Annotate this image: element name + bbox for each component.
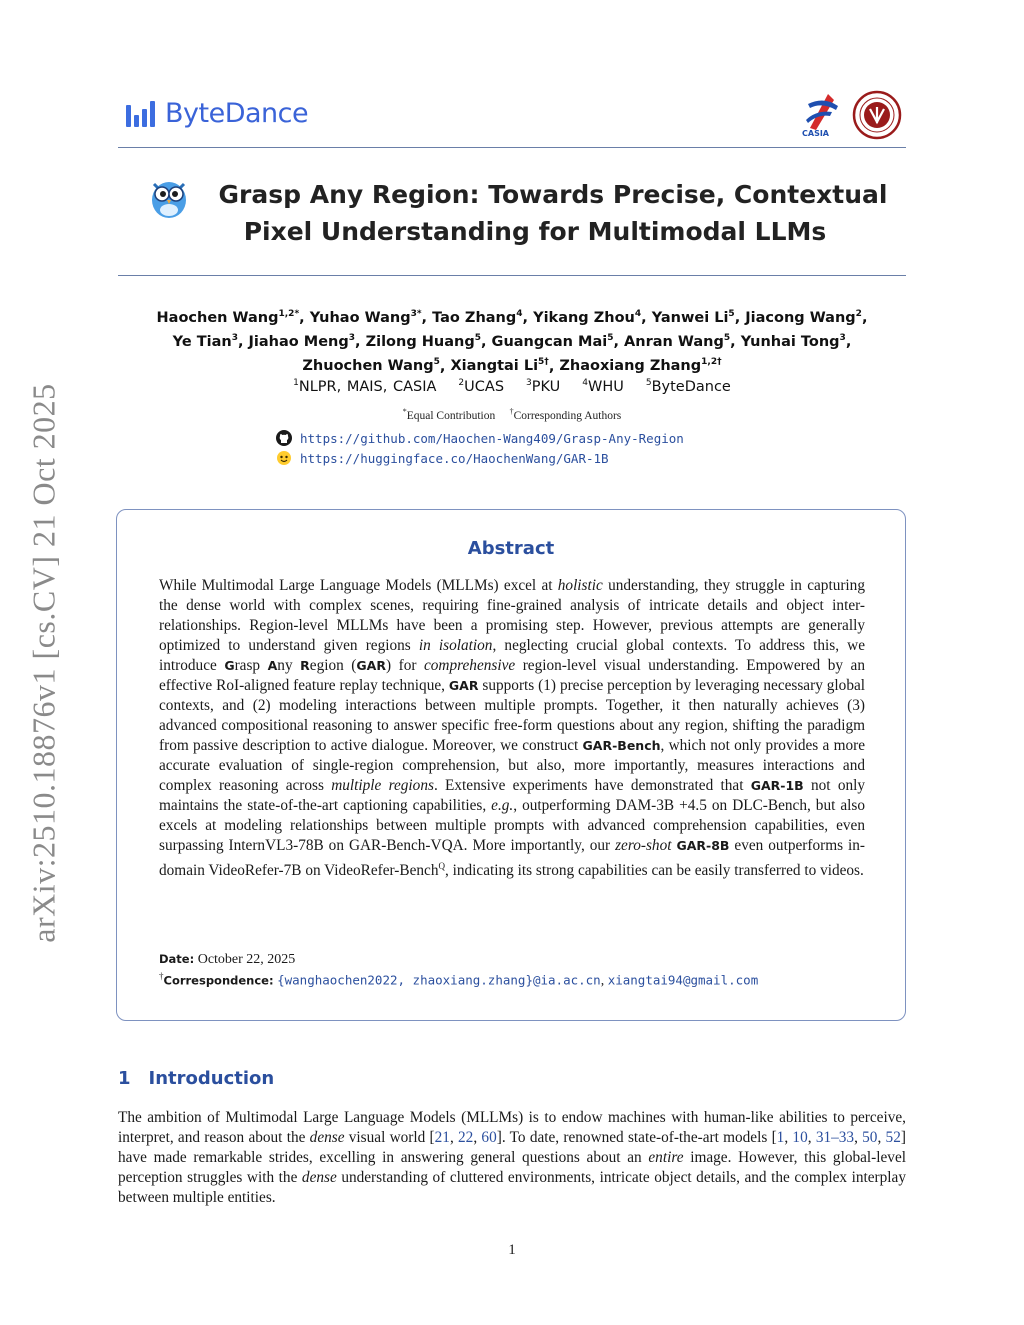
- author-affiliation-marker: 4: [634, 309, 642, 319]
- author-name: Guangcan Mai: [491, 334, 608, 351]
- bytedance-logo: [126, 98, 308, 128]
- section-heading: [118, 1068, 274, 1089]
- huggingface-icon: [276, 450, 292, 466]
- author: [652, 310, 735, 326]
- citation[interactable]: 60: [481, 1129, 497, 1146]
- author-affiliation-marker: 5: [474, 333, 481, 344]
- github-link-row: [276, 430, 684, 446]
- affiliation-name: PKU: [531, 378, 561, 395]
- author-affiliation-marker: 3: [231, 333, 238, 344]
- author-name: Yunhai Tong: [740, 334, 840, 351]
- author-affiliation-marker: 5†: [538, 357, 549, 368]
- section-title: Introduction: [148, 1068, 275, 1089]
- affiliation-name: UCAS: [464, 378, 505, 395]
- author-affiliation-marker: 5: [728, 309, 735, 319]
- svg-text:CASIA: CASIA: [802, 129, 829, 138]
- author-name: Zhaoxiang Zhang: [559, 358, 702, 375]
- correspondence-label: Correspondence:: [163, 973, 274, 988]
- casia-logo: [798, 90, 848, 138]
- pku-logo: [852, 90, 902, 140]
- author: [366, 334, 481, 350]
- header-rule: [118, 147, 906, 148]
- affiliation: [458, 379, 504, 395]
- affiliation-number: 4: [582, 378, 588, 388]
- author: [157, 310, 300, 326]
- author: [310, 310, 422, 326]
- author-name: Xiangtai Li: [450, 358, 539, 375]
- author-affiliation-marker: 3: [348, 333, 356, 344]
- affiliation-number: 1: [293, 378, 299, 388]
- citation[interactable]: 10: [792, 1129, 808, 1146]
- author: [450, 358, 548, 374]
- author: [559, 358, 721, 374]
- intro-paragraph: The ambition of Multimodal Large Language Models (MLLMs) is to endow machines with human-like abilities to perceive, interpret, and reason about the dense visual world [21, 22, 60]. To date, renowned state-of-the-art models [1, 10, 31–33, 50, 52] have made remarkable strides, excelling in answering general questions about an entire image. However, this global-level perception struggles with the dense understanding of cluttered environments, intricate object details, and the complex interplay between multiple entities.: [118, 1109, 906, 1206]
- author-name: Yanwei Li: [651, 309, 729, 326]
- affiliation: [293, 379, 436, 395]
- citation[interactable]: 1: [776, 1129, 785, 1146]
- affiliation-name: ByteDance: [651, 378, 731, 395]
- date-value: October 22, 2025: [197, 952, 296, 967]
- equal-contribution-note: Equal Contribution: [406, 409, 496, 422]
- author-affiliation-marker: 5: [607, 333, 614, 344]
- date-label: Date:: [159, 952, 195, 966]
- equal-contribution-symbol: *: [402, 407, 407, 416]
- github-link[interactable]: https://github.com/Haochen-Wang409/Grasp-Any-Region: [300, 430, 684, 446]
- author-affiliation-marker: 5: [723, 333, 731, 344]
- huggingface-link-row: [276, 450, 609, 466]
- correspondence-emails[interactable]: {wanghaochen2022, zhaoxiang.zhang}@ia.ac.cn: [277, 972, 601, 988]
- affiliation: [646, 379, 731, 395]
- affiliation-number: 5: [645, 378, 652, 388]
- affiliation-name: NLPR, MAIS, CASIA: [298, 378, 437, 395]
- author-name: Zilong Huang: [365, 334, 475, 351]
- author-name: Jiahao Meng: [248, 334, 349, 351]
- section-number: 1: [118, 1068, 131, 1089]
- citation[interactable]: 22: [458, 1129, 474, 1146]
- author-affiliation-marker: 1,2†: [701, 357, 722, 368]
- author-name: Zhuochen Wang: [302, 358, 434, 375]
- author: [492, 334, 614, 350]
- correspondence-line: †Correspondence: {wanghaochen2022, zhaoxiang.zhang}@ia.ac.cn, xiangtai94@gmail.com: [159, 971, 759, 989]
- github-icon: [276, 430, 292, 446]
- paper-title: [150, 176, 920, 250]
- author: [173, 334, 238, 350]
- author: [302, 358, 439, 374]
- author: [745, 310, 862, 326]
- author: [249, 334, 356, 350]
- bytedance-logo-icon: [126, 99, 155, 127]
- title-rule: [118, 275, 906, 276]
- date-line: [159, 952, 295, 968]
- affiliation: [526, 379, 560, 395]
- corresponding-symbol: †: [509, 407, 514, 416]
- author-name: Haochen Wang: [156, 309, 279, 326]
- author-notes: [120, 407, 904, 422]
- correspondence-email-2[interactable]: xiangtai94@gmail.com: [607, 972, 759, 988]
- citation[interactable]: 52: [885, 1129, 901, 1146]
- author-affiliation-marker: 5: [433, 357, 440, 368]
- citation[interactable]: 50: [862, 1129, 878, 1146]
- affiliation-number: 2: [458, 378, 465, 388]
- author-affiliation-marker: 4: [516, 309, 523, 319]
- author-list: Haochen Wang$^{1,2*}$, Yuhao Wang$^{3*}$, Tao Zhang$^4$, Yikang Zhou$^4$, Yanwei Li$^5$, Jiacong Wang$^2$, Ye Tian$^3$, Jiahao Meng$^3$, Zilong Huang$^5$, Guangcan Mai$^5$, Anran Wang$^5$, Yunhai Tong$^3$, Zhuochen Wang$^5$, Xiangtai $Li^{5\dagger}$, Zhaoxiang Zhang$^{1,2\dagger}$: [156, 309, 868, 375]
- author: [533, 310, 641, 326]
- author-name: Tao Zhang: [432, 309, 517, 326]
- title-line-1: Grasp Any Region: Towards Precise, Contextual: [218, 180, 888, 209]
- affiliation: [582, 379, 624, 395]
- author-name: Yuhao Wang: [309, 309, 411, 326]
- author-affiliation-marker: 2: [855, 309, 862, 319]
- correspondence-symbol: †: [159, 971, 164, 981]
- brand-name: ByteDance: [165, 97, 309, 129]
- abstract-text: While Multimodal Large Language Models (MLLMs) excel at holistic understanding, they struggle in capturing the dense world with complex scenes, requiring fine-grained analysis of intricate details and object inter-relationships. Region-level MLLMs have been a promising step. However, previous attempts are generally optimized to understand given regions in isolation, neglecting crucial global contexts. To address this, we introduce Grasp Any Region (GAR) for comprehensive region-level visual understanding. Empowered by an effective RoI-aligned feature replay technique, GAR supports (1) precise perception by leveraging necessary global contexts, and (2) modeling interactions between multiple prompts. Together, it then naturally achieves (3) advanced compositional reasoning to answer specific free-form questions about any region, shifting the paradigm from passive description to active dialogue. Moreover, we construct GAR-Bench, which not only provides a more accurate evaluation of single-region comprehension, but also, more importantly, measures interactions and complex reasoning across multiple regions. Extensive experiments have demonstrated that GAR-1B not only maintains the state-of-the-art captioning capabilities, e.g., outperforming DAM-3B +4.5 on DLC-Bench, but also excels at modeling relationships between multiple prompts with advanced comprehension capabilities, even surpassing InternVL3-78B on GAR-Bench-VQA. More importantly, our zero-shot GAR-8B even outperforms in-domain VideoRefer-7B on VideoRefer-Bench$^Q$, indicating its strong capabilities can be easily transferred to videos.: [159, 577, 866, 880]
- author: [624, 334, 730, 350]
- corresponding-note: Corresponding Authors: [513, 409, 622, 422]
- author-name: Ye Tian: [172, 334, 232, 351]
- author-affiliation-marker: 1,2*: [278, 309, 300, 319]
- affiliation-name: WHU: [587, 378, 624, 395]
- author-name: Yikang Zhou: [533, 309, 635, 326]
- arxiv-stamp: arXiv:2510.18876v1 [cs.CV] 21 Oct 2025: [25, 383, 62, 943]
- title-line-2: Pixel Understanding for Multimodal LLMs: [243, 217, 827, 246]
- abstract-heading: Abstract: [467, 538, 555, 559]
- affiliation-list: [120, 378, 904, 395]
- huggingface-link[interactable]: https://huggingface.co/HaochenWang/GAR-1B: [300, 450, 609, 466]
- author-name: Anran Wang: [624, 334, 724, 351]
- citation[interactable]: 31–33: [815, 1129, 855, 1146]
- author: [432, 310, 522, 326]
- author: [741, 334, 846, 350]
- citation[interactable]: 21: [434, 1129, 450, 1146]
- author-affiliation-marker: 3*: [410, 309, 422, 319]
- author-name: Jiacong Wang: [745, 309, 856, 326]
- affiliation-number: 3: [526, 378, 532, 388]
- page-number: 1: [508, 1242, 516, 1258]
- author-affiliation-marker: 3: [839, 333, 846, 344]
